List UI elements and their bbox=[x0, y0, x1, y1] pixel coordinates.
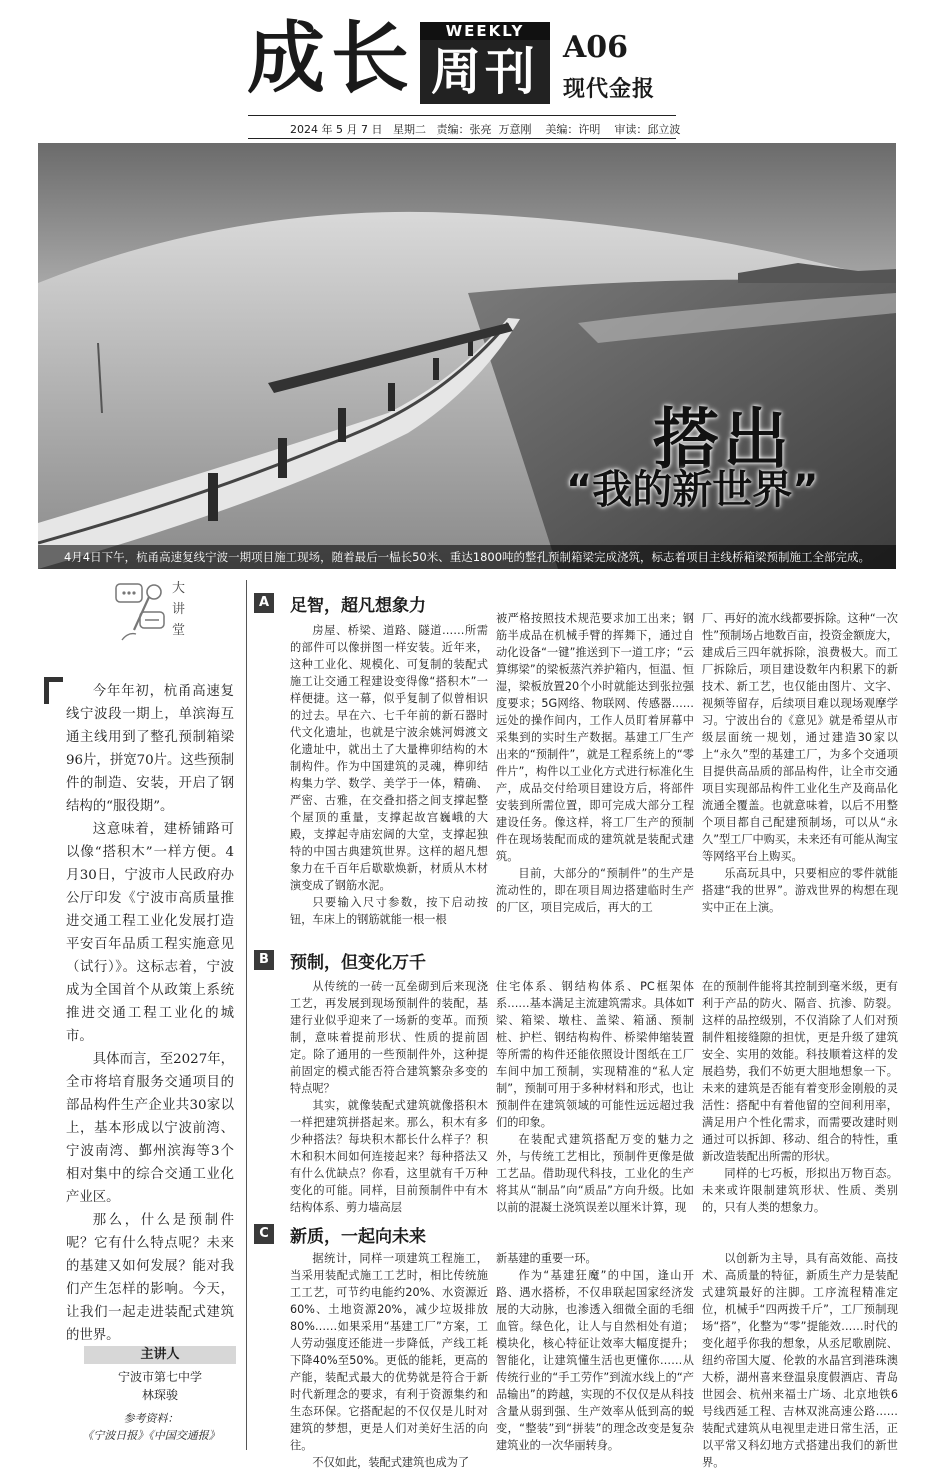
section-title: 成长 bbox=[247, 13, 416, 104]
sidebar-paragraph: 今年年初，杭甬高速复线宁波段一期上，单滨海互通主线用到了整孔预制箱梁96片，拼宽70片。这些预制件的制造、安装，开启了钢结构的“服役期”。 bbox=[66, 684, 234, 814]
headline-main: 搭出 bbox=[653, 401, 793, 478]
weekly-word: WEEKLY bbox=[420, 22, 550, 40]
body-paragraph: 房屋、桥梁、道路、隧道……所需的部件可以像拼图一样安装。近年来，这种工业化、规模化、可复制的装配式施工让交通工程建设变得像“搭积木”一样便捷。这一幕，似乎复制了似曾相识的过去。早在六、七千年前的新石器时代文化遗址，也就是宁波余姚河姆渡文化遗址中，就出土了大量榫卯结构的木制构件。作为中国建筑的灵魂，榫卯结构集力学、数学、美学于一体，精确、严密、古雅，在交叠扣搭之间支撑起整个屋顶的重量，支撑起故宫巍峨的大殿，支撑起寺庙宏阔的大堂，支撑起独特的中国古典建筑世界。这样的超凡想象力在千百年后歇歇焕新，材质从木材演变成了钢筋水泥。 bbox=[290, 624, 488, 892]
body-paragraph: 其实，就像装配式建筑就像搭积木一样把建筑拼搭起来。那么，积木有多少种搭法？每块积木都长什么样子？积木和积木间如何连接起来？每种搭法又有什么优缺点？你看，这里就有千万种变化的可能。同样，目前预制件中有木结构体系、剪力墙高层 bbox=[290, 1099, 488, 1214]
section-title-c: 新质，一起向未来 bbox=[290, 1227, 426, 1247]
sidebar-paragraph: 那么，什么是预制件呢？它有什么特点呢？未来的基建又如何发展？能对我们产生怎样的影响。今天，让我们一起走进装配式建筑的世界。 bbox=[66, 1213, 234, 1343]
weekly-logo bbox=[420, 22, 550, 104]
speaker-school: 宁波市第七中学 bbox=[117, 1370, 202, 1384]
body-paragraph: 只要输入尺寸参数，按下启动按钮，车床上的钢筋就能一根一根 bbox=[290, 896, 488, 926]
masthead-rule bbox=[248, 115, 676, 116]
body-paragraph: 从传统的一砖一瓦垒砌到后来现浇工艺，再发展到现场预制件的装配，基建行业似乎迎来了一场新的变革。而预制，意味着提前形状、性质的提前固定。除了通用的一些预制件外，这种提前固定的模式能否符合建筑繁杂多变的特点呢？ bbox=[290, 980, 488, 1095]
refs-label: 参考资料： bbox=[123, 1412, 179, 1425]
section-b-col-1 bbox=[290, 978, 488, 1214]
sidebar-intro bbox=[66, 680, 234, 1347]
speaker-info bbox=[84, 1368, 236, 1404]
section-c-col-3 bbox=[702, 1250, 898, 1469]
body-paragraph: 目前，大部分的“预制件”的生产是流动性的，即在项目周边搭建临时生产的厂区，项目完成后，再大的工 bbox=[496, 867, 694, 914]
photo-caption: 4月4日下午，杭甬高速复线宁波一期项目施工现场，随着最后一榀长50米、重达1800吨的整孔预制箱梁完成浇筑，标志着项目主线桥箱梁预制施工全部完成。 bbox=[63, 550, 871, 564]
lead-photo bbox=[38, 143, 896, 569]
section-a-col-2 bbox=[496, 610, 694, 935]
refs-sources: 《宁波日报》《中国交通报》 bbox=[82, 1429, 220, 1442]
section-c-col-2 bbox=[496, 1250, 694, 1460]
masthead-rule-bottom bbox=[248, 138, 676, 139]
references bbox=[66, 1410, 236, 1444]
section-c-col-1 bbox=[290, 1250, 488, 1469]
body-paragraph: 在装配式建筑搭配万变的魅力之外，与传统工艺相比，预制件更像是做工艺品。借助现代科技，工业化的生产将其从“制品”向“质品”方向升级。比如以前的混凝土浇筑误差以厘米计算，现 bbox=[496, 1133, 694, 1214]
body-paragraph: 不仅如此，装配式建筑也成为了 bbox=[312, 1456, 470, 1469]
body-paragraph: 作为“基建狂魔”的中国，逢山开路、遇水搭桥，不仅串联起国家经济发展的大动脉，也渗透入细微全面的毛细血管。绿色化，让人与自然相处有道；模块化，核心特征让效率大幅度提升；智能化，让建筑懂生活也更懂你……从传统行业的“手工劳作”到流水线上的“产品输出”的跨越，实现的不仅仅是从科技含量从弱到强、生产效率从低到高的蜕变，“整装”到“拼装”的理念改变是复杂建筑业的一次华丽转身。 bbox=[496, 1269, 694, 1452]
section-b-col-2 bbox=[496, 978, 694, 1214]
body-paragraph: 新基建的重要一环。 bbox=[496, 1252, 597, 1265]
body-paragraph: 据统计，同样一项建筑工程施工，当采用装配式施工工艺时，相比传统施工工艺，可节约电能约20%、水资源近60%、土地资源20%，减少垃圾排放80%……如果采用“基建工厂”方案，工人劳动强度还能进一步降低，产线工耗下降40%至50%。更低的能耗，更高的产能，装配式最大的优势就是符合于新时代新理念的要求，有利于资源集约和生态环保。它搭配起的不仅仅是儿时对建筑的梦想，更是人们对美好生活的向往。 bbox=[290, 1252, 488, 1452]
body-paragraph: 同样的七巧板，形拟出万物百态。未来或许限制建筑形状、性质、类别的，只有人类的想象力。 bbox=[702, 1167, 898, 1214]
section-b-col-3 bbox=[702, 978, 898, 1214]
section-a-col-3 bbox=[702, 610, 898, 935]
body-paragraph: 被严格按照技术规范要求加工出来；钢筋半成品在机械手臂的挥舞下，通过自动化设备“一键”推送到下一道工序；“云算绑梁”的梁板蒸汽养护箱内，恒温、恒湿，梁板放置20个小时就能达到张拉强度要求；5G网络、物联网、传感器……远处的操作间内，工作人员盯着屏幕中采集到的实时生产数据。基建工厂生产出来的“预制件”，就是工程系统上的“零件片”，构件以工业化方式进行标准化生产，成品交付给项目建设方后，将部件安装到所需位置，即可完成大部分工程建设任务。像这样，将工厂生产的预制件在现场装配而成的建筑就是装配式建筑。 bbox=[496, 612, 694, 863]
weekly-cn: 周刊 bbox=[420, 40, 550, 104]
body-paragraph: 以创新为主导，具有高效能、高技术、高质量的特征，新质生产力是装配式建筑最好的注脚。工序流程精准定位，机械手“四两拨千斤”，工厂预制现场“搭”，化整为“零”提能效……时代的变化超乎你我的想象，从丞尼歌剧院、纽约帝国大厦、伦敦的水晶宫到港珠澳大桥，湖州喜来登温泉度假酒店、青岛世园会、杭州来福士广场、北京地铁6号线西延工程、吉林双洮高速公路……装配式建筑从电视里走进日常生活，正以平常又科幻地方式搭建出我们的新世界。 bbox=[702, 1252, 898, 1469]
dateline: 2024 年 5 月 7 日 星期二 责编：张亮 万意刚 美编：许明 审读：邱立波 bbox=[290, 123, 681, 136]
body-paragraph: 在的预制件能将其控制到毫米级，更有利于产品的防火、隔音、抗渗、防裂。这样的品控级别，不仅消除了人们对预制件粗接缝隙的担忧，更是升级了建筑安全、实用的效能。科技顺着这样的发展趋势，我们不妨更大胆地想象一下。未来的建筑是否能有着变形金刚般的灵活性：搭配中有着他留的空间利用率，满足用户个性化需求，而需要改建时则通过可以拆卸、移动、组合的特性，重新改造装配出所需的形状。 bbox=[702, 980, 898, 1163]
sidebar-paragraph: 具体而言，至2027年，全市将培育服务交通项目的部品构件生产企业共30家以上，基本形成以宁波前湾、宁波南湾、鄞州滨海等3个相对集中的综合交通工业化产业区。 bbox=[66, 1052, 234, 1205]
section-letter: B bbox=[254, 950, 274, 970]
body-paragraph: 乐高玩具中，只要相应的零件就能搭建“我的世界”。游戏世界的构想在现实中正在上演。 bbox=[702, 867, 898, 914]
sidebar-paragraph: 这意味着，建桥铺路可以像“搭积木”一样方便。4月30日，宁波市人民政府办公厅印发《宁波市高质量推进交通工程工业化发展打造平安百年品质工程实施意见（试行）》。这标志着，宁波成为全国首个从政策上系统推进交通工程工业化的城市。 bbox=[66, 822, 234, 1044]
section-title-b: 预制，但变化万千 bbox=[290, 953, 426, 973]
column-name: 大讲堂 bbox=[172, 581, 186, 638]
column-divider bbox=[246, 580, 247, 1450]
section-letter: A bbox=[254, 593, 274, 613]
body-paragraph: 厂、再好的流水线都要拆除。这种“一次性”预制场占地数百亩，投资金额庞大，建成后三四年就拆除，浪费极大。而工厂拆除后，项目建设数年内积累下的新技术、新工艺，也仅能由图片、文字、视频等留存，后续项目难以现场观摩学习。宁波出台的《意见》就是希望从市级层面统一规划，通过建造30家以上“永久”型的基建工厂，为多个交通项目提供高品质的部品构件，让全市交通项目实现部品构件工业化生产及商品化流通全覆盖。也就意味着，以后不用整个项目都自己配建预制场，可以从“永久”型工厂中购买，未来还有可能从淘宝等网络平台上购买。 bbox=[702, 612, 898, 863]
headline-sub: “我的新世界” bbox=[566, 467, 819, 513]
page-number: A06 bbox=[563, 30, 629, 65]
speaker-name: 林琛骏 bbox=[141, 1388, 178, 1402]
lecturer-label: 主讲人 bbox=[84, 1346, 236, 1364]
section-letter: C bbox=[254, 1224, 274, 1244]
section-title-a: 足智，超凡想象力 bbox=[290, 596, 426, 616]
opening-bracket bbox=[44, 677, 63, 704]
body-paragraph: 住宅体系、钢结构体系、PC框架体系……基本满足主流建筑需求。具体如T梁、箱梁、墩柱、盖梁、箱涵、预制桩、护栏、钢结构构件、桥梁伸缩装置等所需的构件还能依照设计图纸在工厂车间中加工预制，实现精准的“私人定制”，预制可用于多种材料和形式，也让预制件在建筑领域的可能性远远超过我们的印象。 bbox=[496, 980, 694, 1129]
newspaper-name: 现代金报 bbox=[563, 77, 656, 102]
section-a-col-1 bbox=[290, 622, 488, 947]
